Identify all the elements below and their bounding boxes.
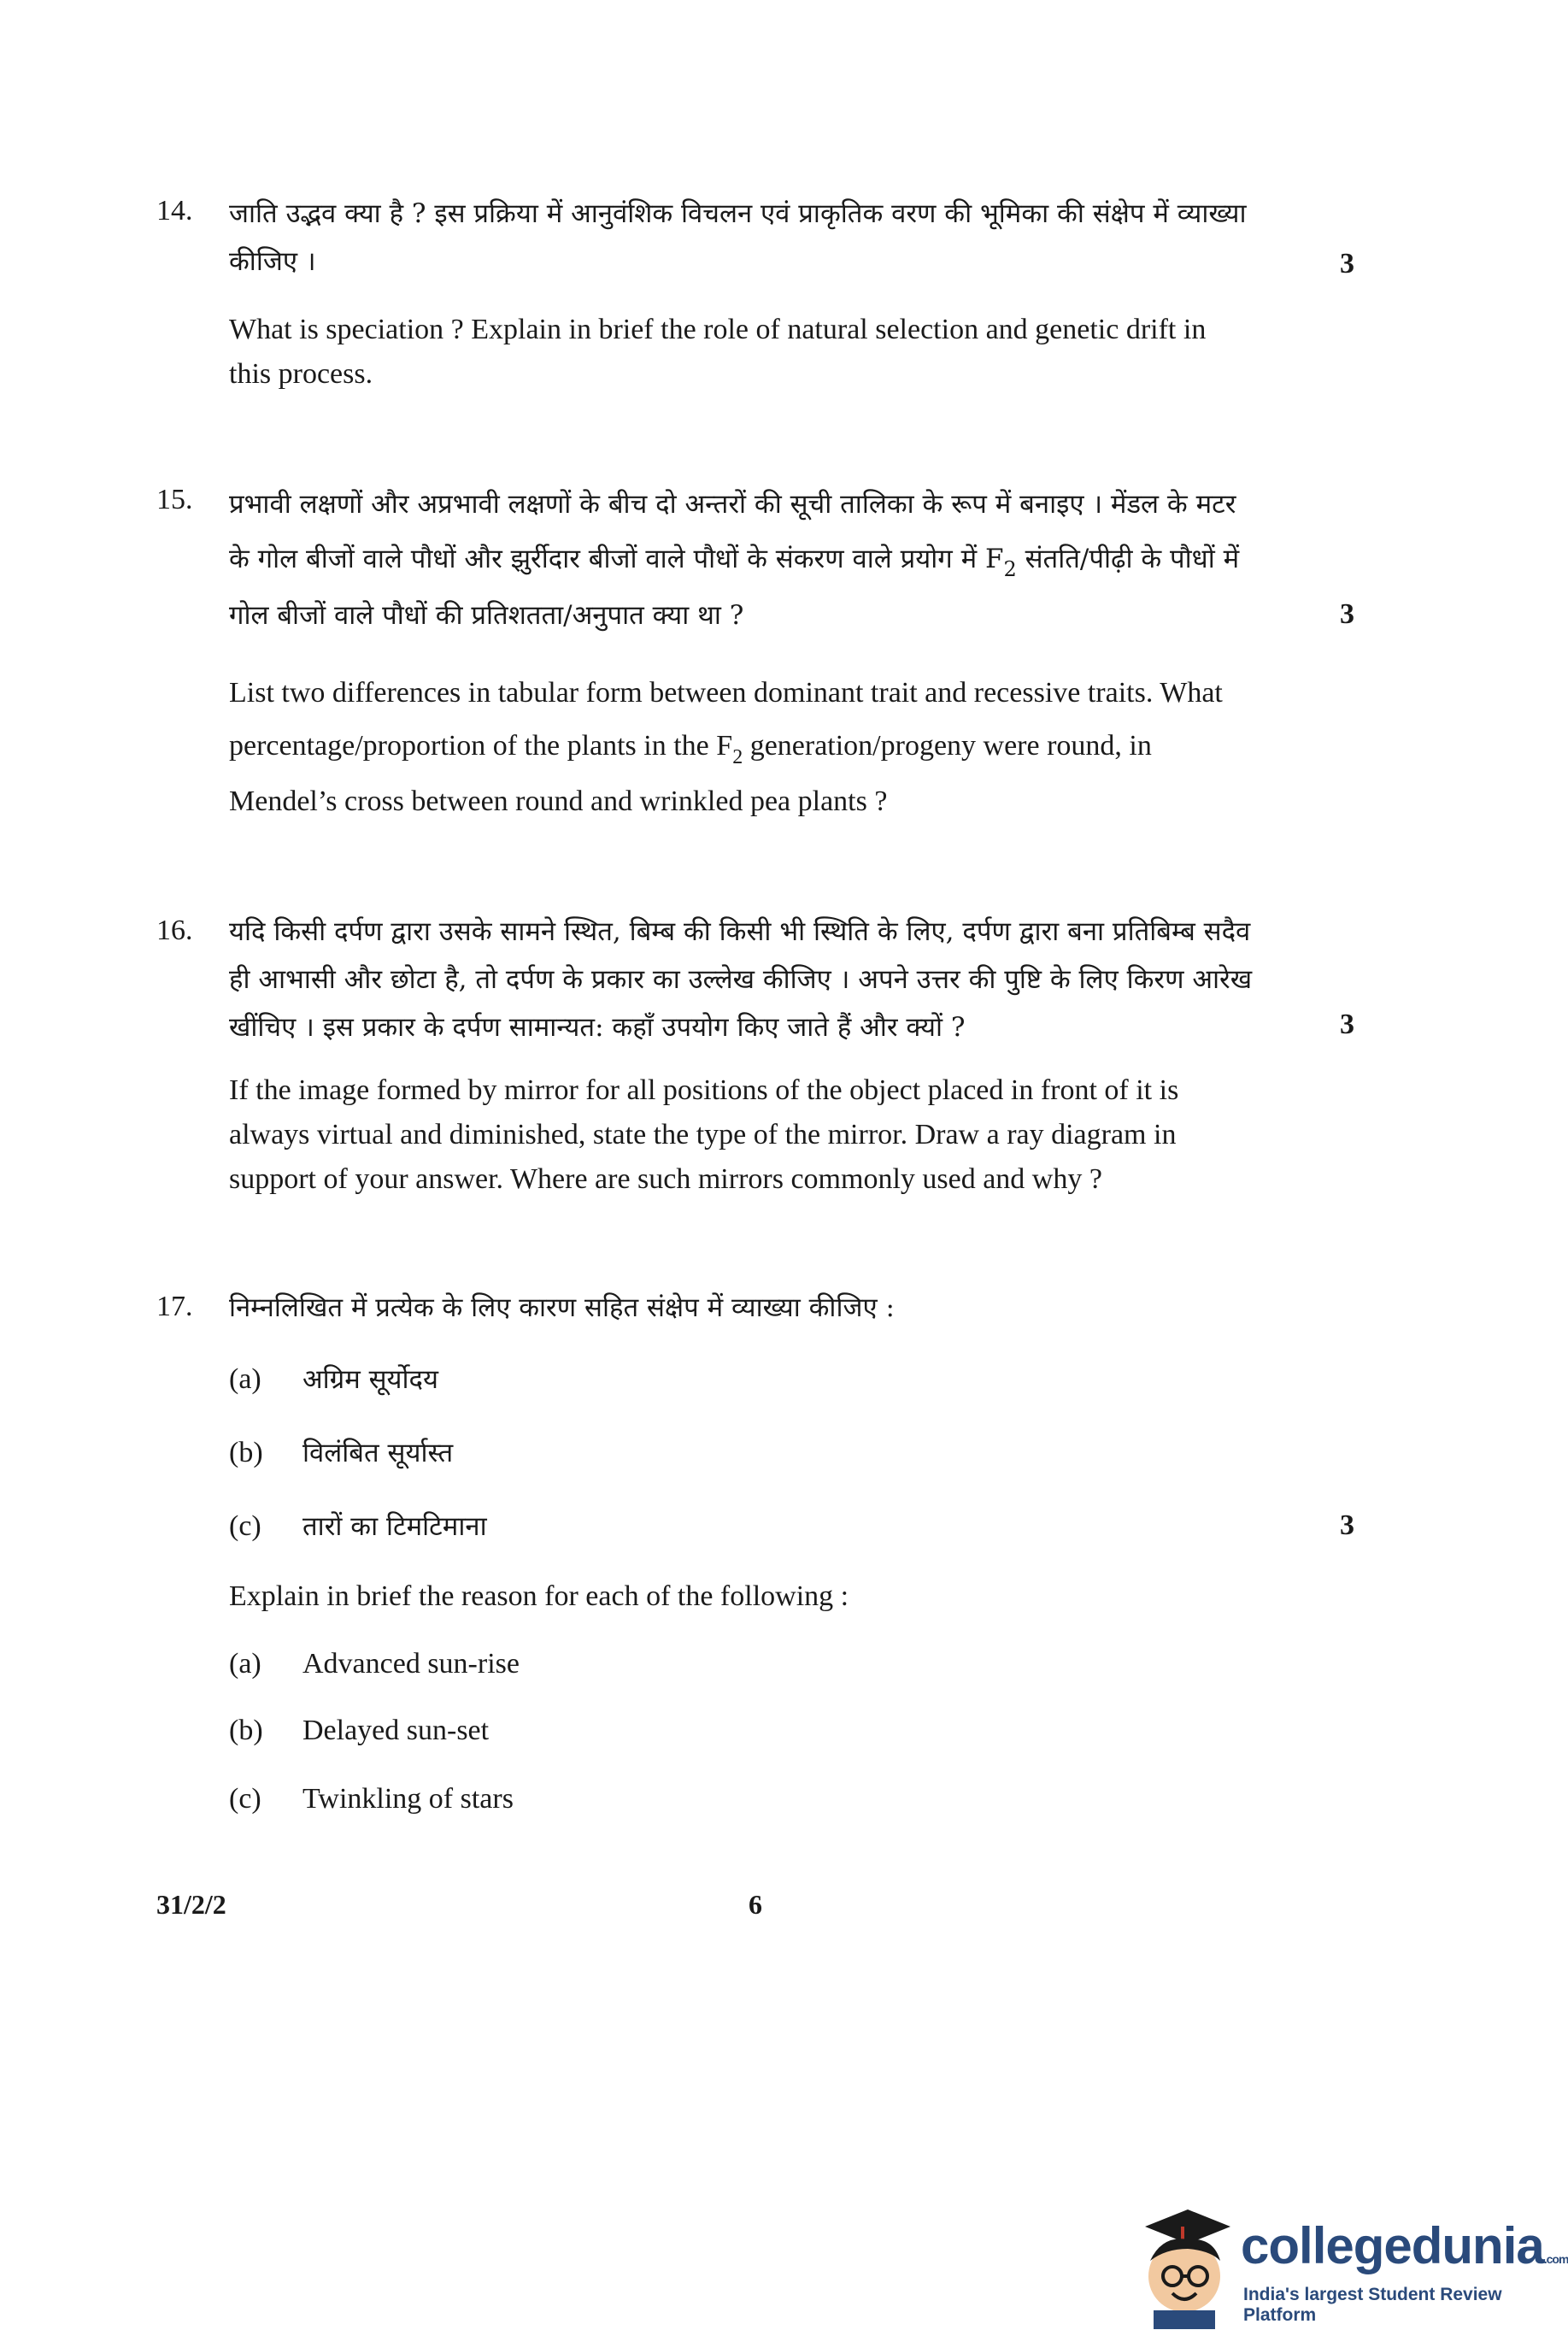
marks: 3 xyxy=(1340,248,1354,279)
question-hindi-text: यदि किसी दर्पण द्वारा उसके सामने स्थित, बिम्ब की किसी भी स्थिति के लिए, दर्पण द्वारा बना प्रतिबिम्ब सदैव ही आभासी और छोटा है, तो दर्पण के प्रकार का उल्लेख कीजिए । अपने उत्तर की पुष्टि के लिए किरण आरेख खींचिए । इस प्रकार के दर्पण सामान्यत: कहाँ उपयोग किए जाते हैं और क्यों ? xyxy=(229,916,1253,1043)
english-option-c: (c) Twinkling of stars xyxy=(229,1783,514,1815)
english-option-a: (a) Advanced sun-rise xyxy=(229,1648,520,1680)
question-english-text: What is speciation ? Explain in brief the role of natural selection and genetic drift in this process. xyxy=(229,314,1207,390)
hindi-option-b: (b) विलंबित सूर्यास्त xyxy=(229,1437,454,1468)
hindi-option-a: (a) अग्रिम सूर्योदय xyxy=(229,1363,438,1395)
question-number: 15. xyxy=(156,484,193,515)
question-english-text: If the image formed by mirror for all positions of the object placed in front of it is always virtual and diminished, state the type of the mirror. Draw a ray diagram in support of your answer. Where are such mirrors commonly used and why ? xyxy=(229,1074,1179,1195)
logo-tagline: India's largest Student Review Platform xyxy=(1243,2285,1502,2325)
marks: 3 xyxy=(1340,1509,1354,1541)
mascot-icon xyxy=(1128,2201,1239,2329)
question-number: 14. xyxy=(156,195,193,227)
question-number: 17. xyxy=(156,1291,193,1322)
question-english-text: List two differences in tabular form between dominant trait and recessive traits. What percentage/proportion of the plants in the $F_2$ generation/progeny were round, in Mendel’s cross between round and wrinkled pea plants ? xyxy=(229,677,1223,817)
paper-code: 31/2/2 xyxy=(156,1889,226,1920)
question-hindi-text: प्रभावी लक्षणों और अप्रभावी लक्षणों के बीच दो अन्तरों की सूची तालिका के रूप में बनाइए । मेंडल के मटर के गोल बीजों वाले पौधों और झुर्रीदार बीजों वाले पौधों के संकरण वाले प्रयोग में $F_2$ संतति/पीढ़ी के पौधों में गोल बीजों वाले पौधों की प्रतिशतता/अनुपात क्या था ? xyxy=(229,489,1240,631)
english-option-b: (b) Delayed sun-set xyxy=(229,1715,490,1746)
logo-suffix: .com xyxy=(1543,2252,1568,2266)
page-number: 6 xyxy=(749,1889,762,1920)
marks: 3 xyxy=(1340,1009,1354,1040)
marks: 3 xyxy=(1340,598,1354,630)
question-hindi-intro: निम्नलिखित में प्रत्येक के लिए कारण सहित संक्षेप में व्याख्या कीजिए : xyxy=(229,1292,895,1323)
question-number: 16. xyxy=(156,915,193,946)
hindi-option-c: (c) तारों का टिमटिमाना xyxy=(229,1510,487,1542)
question-english-intro: Explain in brief the reason for each of the following : xyxy=(229,1580,849,1612)
collegedunia-logo[interactable] xyxy=(1128,2201,1568,2329)
question-hindi-text: जाति उद्भव क्या है ? इस प्रक्रिया में आनुवंशिक विचलन एवं प्राकृतिक वरण की भूमिका की संक्षेप में व्याख्या कीजिए । xyxy=(229,198,1247,277)
logo-name: collegedunia xyxy=(1241,2217,1544,2274)
